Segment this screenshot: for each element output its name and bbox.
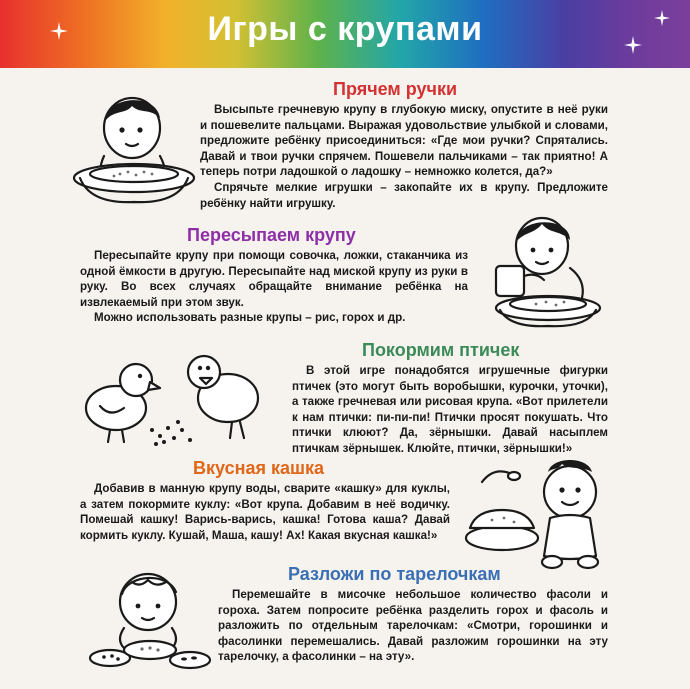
sparkle-icon <box>50 22 68 40</box>
section-text <box>200 102 608 211</box>
paragraph: Пересыпайте крупу при помощи совочка, ложки, стаканчика из одной ёмкости в другую. Пересыпайте над миской крупу из руки в руку. Во всех случаях обращайте внимание ребёнка на извлекаемый при этом звук. <box>80 249 468 309</box>
child-hands-in-bowl-illustration <box>70 86 200 206</box>
chicks-pecking-grain-illustration <box>80 350 280 450</box>
paragraph: Можно использовать разные крупы – рис, горох и др. <box>94 311 406 325</box>
section-title-feed-birds: Покормим птичек <box>362 340 520 360</box>
sparkle-icon <box>624 36 642 54</box>
section-title-sort-plates: Разложи по тарелочкам <box>288 564 501 584</box>
paragraph: Перемешайте в мисочке небольшое количество фасоли и гороха. Затем попросите ребёнка разделить горох и фасоль и разложить по отдельным тарелочкам: «Смотри, горошинки и фасолинки перемешались. Давай разложим горошинки на эту тарелочку, а фасолинки – на эту». <box>218 588 608 664</box>
section-text <box>292 363 608 457</box>
section-title-tasty-porridge: Вкусная кашка <box>193 458 325 478</box>
paragraph: Спрячьте мелкие игрушки – закопайте их в крупу. Предложите ребёнку найти игрушку. <box>200 180 608 210</box>
section-text <box>80 481 450 543</box>
paragraph: Высыпьте гречневую крупу в глубокую миску, опустите в неё руки и пошевелите пальцами. Выражая удовольствие улыбкой и словами, предложите ребёнку присоединиться: «Где мои ручки? Спрятались. Давай и твои ручки спрячем. Пошевели пальчиками – так приятно! А теперь потри ладошкой о ладошку – немножко колется, да?» <box>200 103 608 179</box>
section-text <box>80 248 468 326</box>
sparkle-icon <box>654 10 670 26</box>
paragraph: В этой игре понадобятся игрушечные фигурки птичек (это могут быть воробышки, курочки, уточки), а также гречневая или рисовая крупа. «Вот прилетели к нам птички: пи-пи-пи! Птички просят покушать. Что птички клюют? Да, зёрнышки. Давай насыплем птичкам зёрнышек. Клюйте, птички, зёрнышки!» <box>292 364 608 455</box>
title-banner <box>0 0 690 68</box>
page-title: Игры с крупами <box>207 10 483 48</box>
child-pouring-grain-illustration <box>486 210 606 330</box>
paragraph: Добавив в манную крупу воды, сварите «кашку» для куклы, а затем покормите куклу: «Вот крупа. Добавим в неё водичку. Помешай кашку! Варись-варись, кашка! Готова каша? Давай кормить куклу. Кушай, Маша, кашу! Ах! Какая вкусная кашка!» <box>80 482 450 542</box>
section-title-hide-hands: Прячем ручки <box>333 79 458 99</box>
section-text <box>218 587 608 665</box>
doll-with-porridge-illustration <box>462 452 612 570</box>
section-title-pour-grain: Пересыпаем крупу <box>187 225 356 245</box>
child-sorting-beans-illustration <box>88 566 212 678</box>
